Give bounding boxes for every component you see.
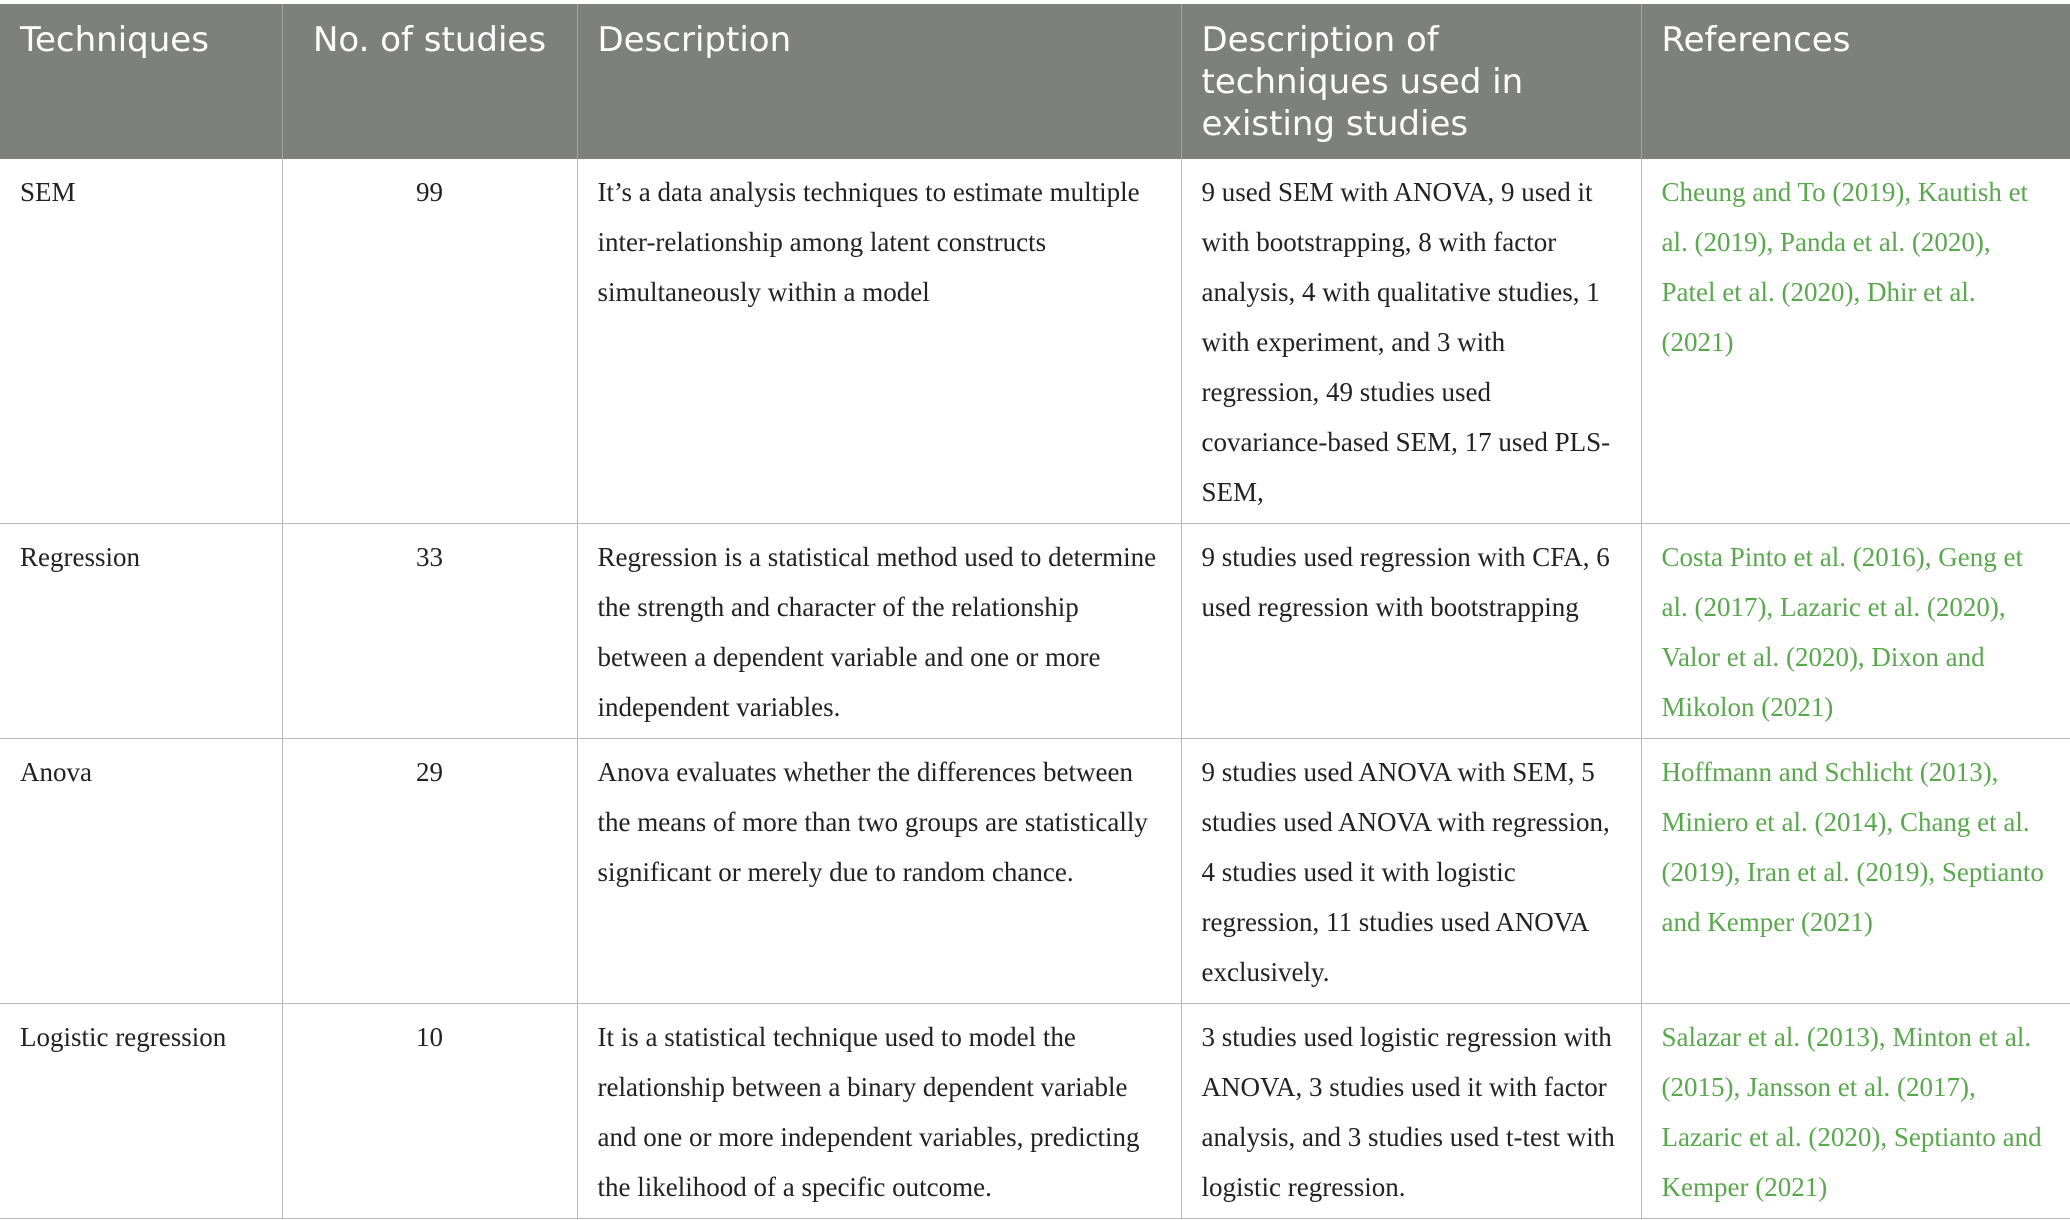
techniques-table-container: [0, 4, 2070, 1219]
usage-cell: 9 studies used ANOVA with SEM, 5 studies used ANOVA with regression, 4 studies used it with logistic regression, 11 studies used ANOVA exclusively.: [1181, 739, 1641, 1004]
study-count-cell: 29: [282, 739, 577, 1004]
table-row: [0, 739, 2070, 1004]
technique-cell: Regression: [0, 524, 282, 739]
table-row: [0, 159, 2070, 524]
description-cell: It is a statistical technique used to model the relationship between a binary dependent variable and one or more independent variables, predicting the likelihood of a specific outcome.: [577, 1004, 1181, 1219]
header-usage-description: Description of techniques used in existing studies: [1181, 4, 1641, 159]
description-cell: It’s a data analysis techniques to estimate multiple inter-relationship among latent constructs simultaneously within a model: [577, 159, 1181, 524]
references-link-cell[interactable]: Hoffmann and Schlicht (2013), Miniero et al. (2014), Chang et al. (2019), Iran et al. (2019), Septianto and Kemper (2021): [1641, 739, 2070, 1004]
study-count-cell: 10: [282, 1004, 577, 1219]
usage-cell: 3 studies used logistic regression with ANOVA, 3 studies used it with factor analysis, and 3 studies used t-test with logistic regression.: [1181, 1004, 1641, 1219]
table-header: [0, 4, 2070, 159]
usage-cell: 9 used SEM with ANOVA, 9 used it with bootstrapping, 8 with factor analysis, 4 with qualitative studies, 1 with experiment, and 3 with regression, 49 studies used covariance-based SEM, 17 used PLS-SEM,: [1181, 159, 1641, 524]
header-techniques: Techniques: [0, 4, 282, 159]
references-link-cell[interactable]: Cheung and To (2019), Kautish et al. (2019), Panda et al. (2020), Patel et al. (2020), Dhir et al. (2021): [1641, 159, 2070, 524]
header-references: References: [1641, 4, 2070, 159]
technique-cell: SEM: [0, 159, 282, 524]
technique-cell: Logistic regression: [0, 1004, 282, 1219]
description-cell: Regression is a statistical method used to determine the strength and character of the relationship between a dependent variable and one or more independent variables.: [577, 524, 1181, 739]
table-row: [0, 524, 2070, 739]
description-cell: Anova evaluates whether the differences between the means of more than two groups are statistically significant or merely due to random chance.: [577, 739, 1181, 1004]
header-no-of-studies: No. of studies: [282, 4, 577, 159]
table-row: [0, 1004, 2070, 1219]
technique-cell: Anova: [0, 739, 282, 1004]
references-link-cell[interactable]: Salazar et al. (2013), Minton et al. (2015), Jansson et al. (2017), Lazaric et al. (2020), Septianto and Kemper (2021): [1641, 1004, 2070, 1219]
study-count-cell: 99: [282, 159, 577, 524]
header-description: Description: [577, 4, 1181, 159]
references-link-cell[interactable]: Costa Pinto et al. (2016), Geng et al. (2017), Lazaric et al. (2020), Valor et al. (2020), Dixon and Mikolon (2021): [1641, 524, 2070, 739]
header-row: [0, 4, 2070, 159]
table-body: [0, 159, 2070, 1219]
study-count-cell: 33: [282, 524, 577, 739]
techniques-table: [0, 4, 2070, 1219]
usage-cell: 9 studies used regression with CFA, 6 used regression with bootstrapping: [1181, 524, 1641, 739]
